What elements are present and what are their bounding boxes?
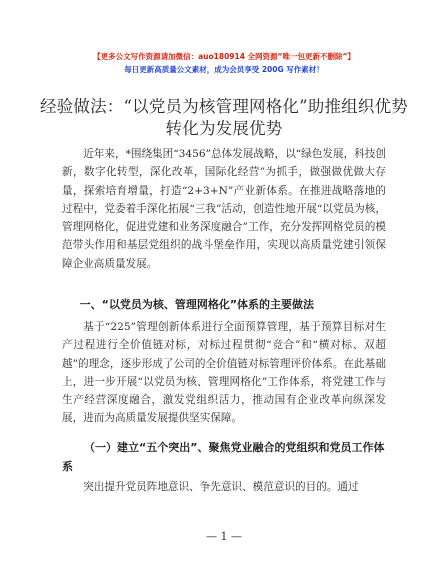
section-1-paragraph: 基于“225”管理创新体系进行全面预算管理，基于预算目标对生产过程进行全价值链对标，对标过程贯彻“竞合”和“横对标、双超越”的理念，逐步形成了公司的全价值链对标管理评价体系。在此基础上，进一步开展“以党员为核、管理网格化”工作体系，将党建工作与生产经营深度融合，激发党组织活力，推动国有企业改革向纵深发展，进而为高质量发展提供坚实保障。 xyxy=(62,321,386,425)
document-title: 经验做法：“以党员为核管理网格化”助推组织优势转化为发展优势 xyxy=(40,97,408,138)
subsection-1-paragraph: 突出提升党员阵地意识、争先意识、模范意识的目的。通过 xyxy=(83,481,359,493)
section-1-heading: 一、“以党员为核、管理网格化”体系的主要做法 xyxy=(79,298,315,311)
subsection-1-heading: （一）建立“五个突出”、聚焦党业融合的党组织和党员工作体系 xyxy=(62,441,385,473)
intro-paragraph: 近年来，*围绕集团“3456”总体发展战略，以“绿色发展，科技创新，数字化转型，深化改革，国际化经营”为抓手，做强做优做大存量，探索培育增量，打造“2+3+N”产业新体系。在推进战略落地的过程中，党委着手深化拓展“三我”活动，创造性地开展“以党员为核，管理网格化，促进党建和业务深度融合”工作，充分发挥网格党员的模范带头作用和基层党组织的战斗堡垒作用，实现以高质量党建引领保障企业高质量发展。 xyxy=(62,148,386,270)
page-number: — 1 — xyxy=(206,530,242,543)
promo-banner-line-2: 每日更新高质量公文素材，成为会员享受 200G 写作素材！ xyxy=(124,65,324,74)
promo-banner-line-1: 【更多公文写作资源请加微信：auo180914 全网资源“唯一包更新不删除”】 xyxy=(93,52,355,61)
